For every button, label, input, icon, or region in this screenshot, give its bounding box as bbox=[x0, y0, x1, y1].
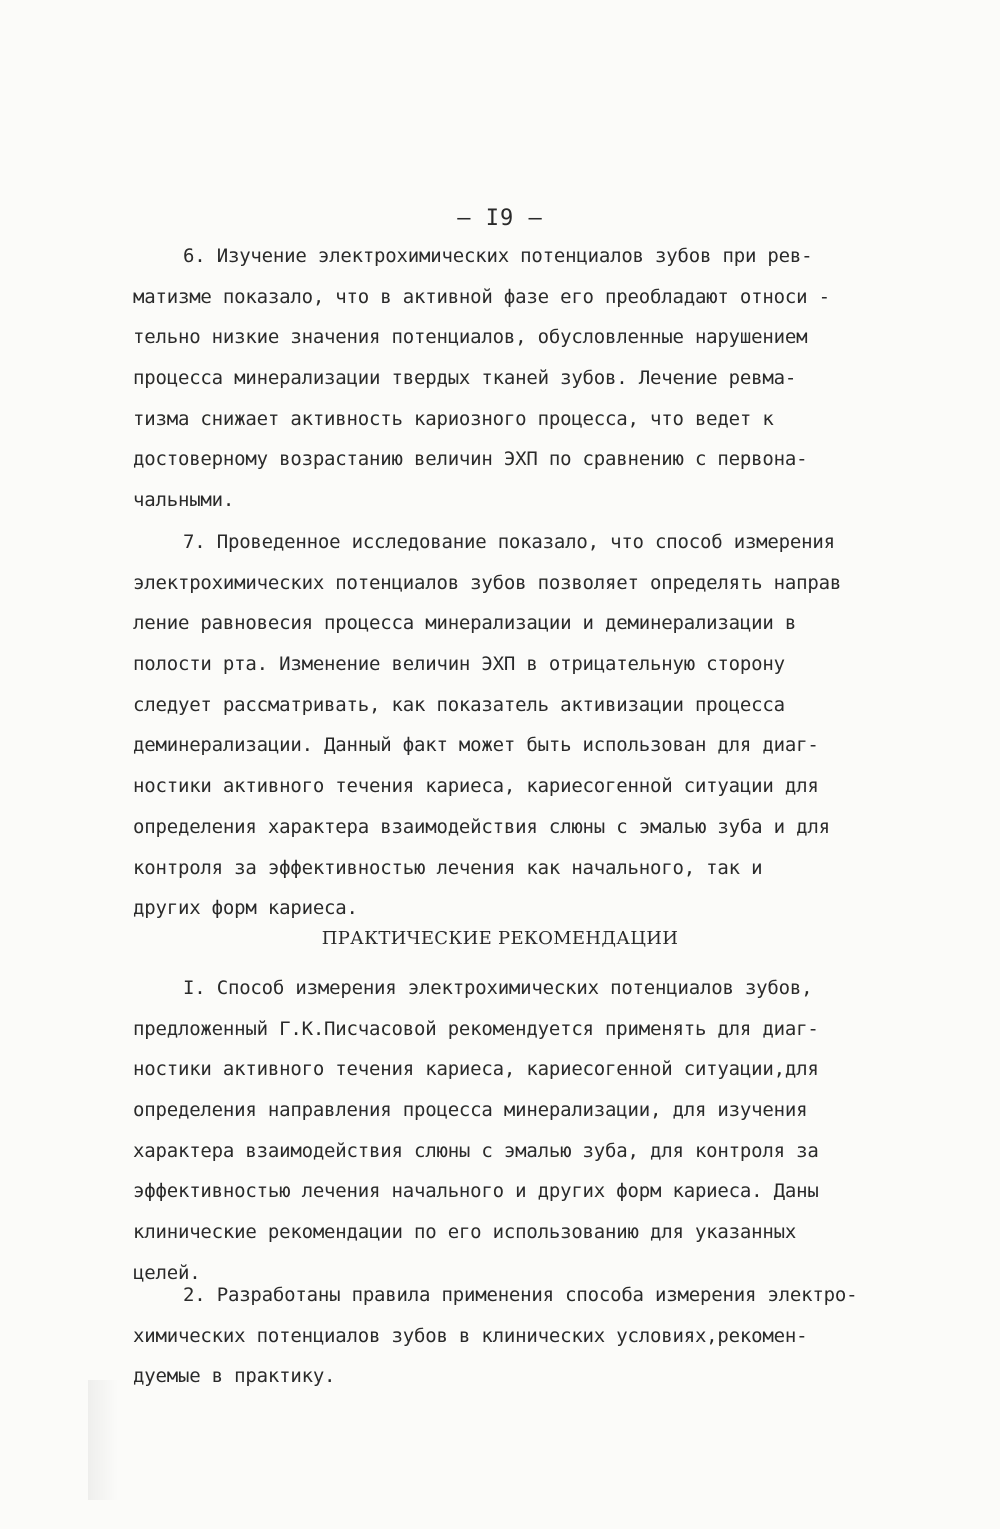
paragraph-line: 6. Изучение электрохимических потенциалов зубов при рев- bbox=[183, 245, 813, 267]
paragraph-line: определения характера взаимодействия слюны с эмалью зуба и для bbox=[133, 815, 830, 838]
paragraph-line: целей. bbox=[133, 1261, 201, 1284]
paragraph-line: полости рта. Изменение величин ЭХП в отрицательную сторону bbox=[133, 653, 785, 676]
paragraph-line: дуемые в практику. bbox=[133, 1365, 336, 1388]
paragraph-line: химических потенциалов зубов в клинических условиях,рекомен- bbox=[133, 1324, 808, 1347]
paragraph-line: I. Способ измерения электрохимических потенциалов зубов, bbox=[183, 977, 813, 999]
section-heading: ПРАКТИЧЕСКИЕ РЕКОМЕНДАЦИИ bbox=[321, 928, 679, 949]
paragraph-line: характера взаимодействия слюны с эмалью зуба, для контроля за bbox=[133, 1139, 819, 1162]
paragraph-line: тельно низкие значения потенциалов, обусловленные нарушением bbox=[133, 326, 808, 349]
paragraph-6 bbox=[133, 236, 878, 521]
paragraph-line: ностики активного течения кариеса, кариесогенной ситуации для bbox=[133, 775, 819, 798]
paragraph-line: определения направления процесса минерализации, для изучения bbox=[133, 1099, 808, 1122]
recommendation-2 bbox=[133, 1275, 878, 1397]
paragraph-line: тизма снижает активность кариозного процесса, что ведет к bbox=[133, 407, 774, 430]
paragraph-7 bbox=[133, 522, 878, 929]
paragraph-line: 7. Проведенное исследование показало, что способ измерения bbox=[183, 531, 835, 553]
paragraph-line: ление равновесия процесса минерализации и деминерализации в bbox=[133, 612, 797, 635]
paragraph-line: эффективностью лечения начального и других форм кариеса. Даны bbox=[133, 1180, 819, 1203]
paragraph-line: следует рассматривать, как показатель активизации процесса bbox=[133, 693, 785, 716]
paragraph-line: клинические рекомендации по его использованию для указанных bbox=[133, 1221, 797, 1244]
paragraph-line: электрохимических потенциалов зубов позволяет определять направ bbox=[133, 571, 842, 594]
paragraph-line: матизме показало, что в активной фазе его преобладают относи - bbox=[133, 285, 830, 308]
paragraph-line: чальными. bbox=[133, 489, 235, 512]
paragraph-line: других форм кариеса. bbox=[133, 897, 358, 920]
paragraph-line: 2. Разработаны правила применения способа измерения электро- bbox=[183, 1284, 858, 1306]
page-number: – I9 – bbox=[457, 206, 543, 231]
paragraph-line: предложенный Г.К.Писчасовой рекомендуется применять для диаг- bbox=[133, 1017, 819, 1040]
paragraph-line: достоверному возрастанию величин ЭХП по сравнению с первона- bbox=[133, 448, 808, 471]
paragraph-line: ностики активного течения кариеса, кариесогенной ситуации,для bbox=[133, 1058, 819, 1081]
scan-shadow bbox=[88, 1380, 118, 1500]
paragraph-line: деминерализации. Данный факт может быть использован для диаг- bbox=[133, 734, 819, 757]
recommendation-1 bbox=[133, 968, 878, 1294]
paragraph-line: процесса минерализации твердых тканей зубов. Лечение ревма- bbox=[133, 367, 797, 390]
paragraph-line: контроля за эффективностью лечения как начального, так и bbox=[133, 856, 763, 879]
